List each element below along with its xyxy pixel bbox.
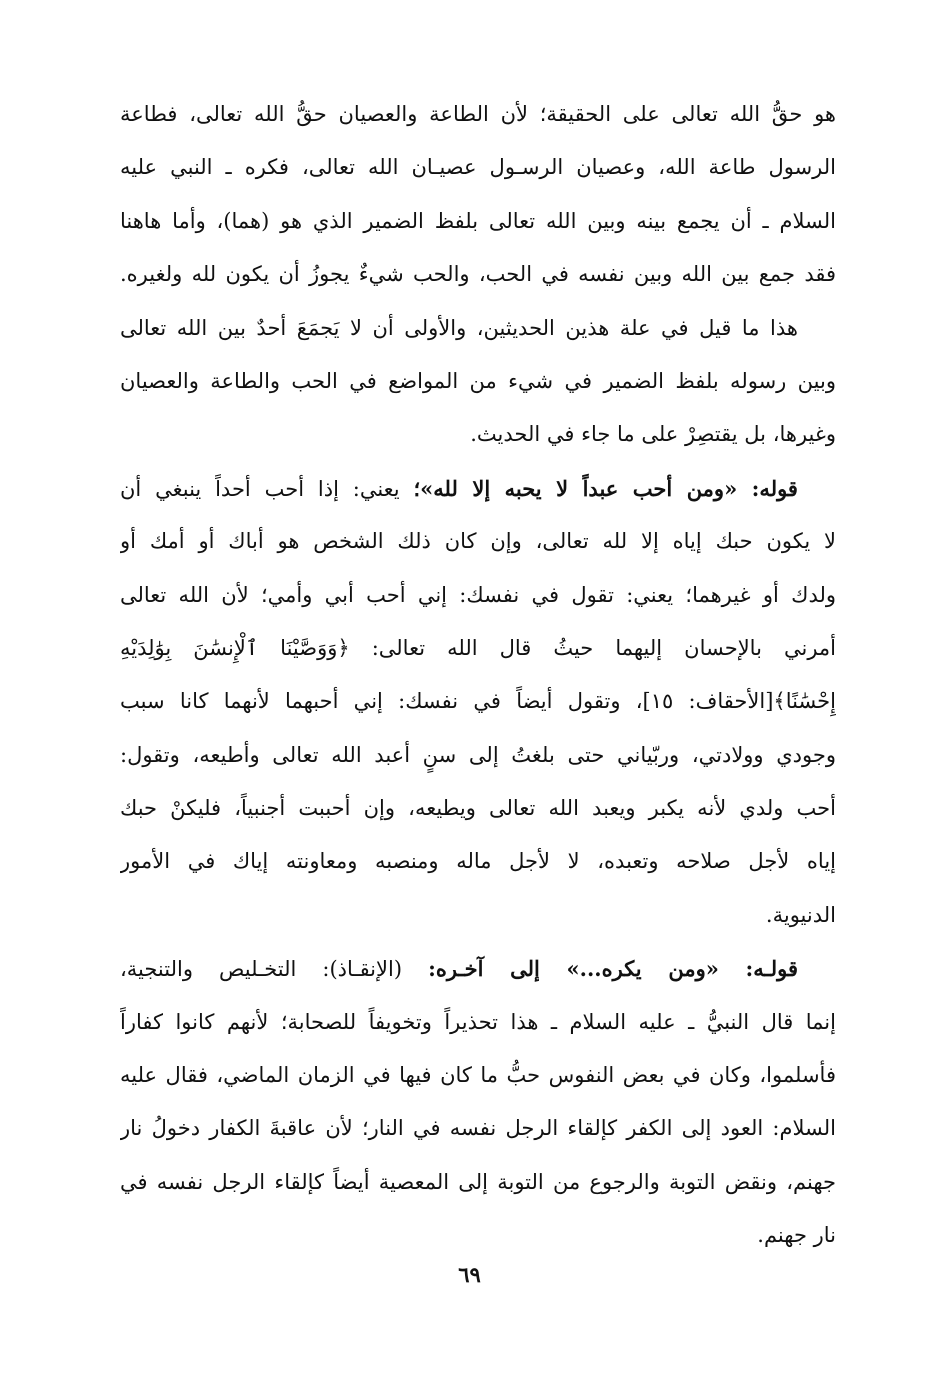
text-line: السلام ـ أن يجمع بينه وبين الله تعالى بلفظ الضمير الذي هو (هما)، وأما هاهنا bbox=[120, 208, 836, 233]
text-line: إِحْسَٰنًا﴾[الأحقاف: ١٥]، وتقول أيضاً في نفسك: إني أحبهما لأنهما كانا سبب bbox=[120, 689, 836, 714]
text-line: جهنم، ونقض التوبة والرجوع من التوبة إلى المعصية أيضاً كإلقاء الرجل نفسه في bbox=[120, 1169, 836, 1194]
text-line: وجودي وولادتي، وربّياني حتى بلغتُ إلى سنٍ أعبد الله تعالى وأطيعه، وتقول: bbox=[120, 742, 836, 767]
paragraph-4 bbox=[120, 942, 836, 1262]
text-line bbox=[120, 942, 836, 995]
text-line: الدنيوية. bbox=[765, 902, 836, 927]
text-fragment: يعني: إذا أحب أحداً ينبغي أن bbox=[120, 476, 400, 501]
text-line: هذا ما قيل في علة هذين الحديثين، والأولى أن لا يَجمَعَ أحدٌ بين الله تعالى bbox=[120, 315, 798, 340]
text-line: فقد جمع بين الله وبين نفسه في الحب، والحب شيءٌ يجوزُ أن يكون لله ولغيره. bbox=[120, 262, 836, 287]
paragraph-3 bbox=[120, 462, 836, 943]
text-line: وغيرها، بل يقتصِرْ على ما جاء في الحديث. bbox=[470, 422, 836, 447]
paragraph-1 bbox=[120, 88, 836, 302]
text-line: وبين رسوله بلفظ الضمير في شيء من المواضع في الحب والطاعة والعصيان bbox=[120, 368, 836, 393]
text-line bbox=[120, 462, 836, 515]
paragraph-lead: قولـه: «ومن يكره...» إلى آخـره: bbox=[428, 956, 798, 982]
text-line: ولدك أو غيرهما؛ يعني: تقول في نفسك: إني أحب أبي وأمي؛ لأن الله تعالى bbox=[120, 582, 836, 607]
text-line: أحب ولدي لأنه يكبر ويعبد الله تعالى ويطيعه، وإن أحببت أجنبياً، فليكنْ حبك bbox=[120, 796, 836, 821]
text-fragment: (الإنقـاذ): التخـليص والتنجية، bbox=[120, 957, 403, 982]
text-line: فأسلموا، وكان في بعض النفوس حبُّ ما كان فيها في الزمان الماضي، فقال عليه bbox=[120, 1063, 836, 1088]
page-number: ٦٩ bbox=[458, 1262, 481, 1287]
text-line: أمرني بالإحسان إليهما حيثُ قال الله تعالى: ﴿وَوَصَّيْنَا ٱلْإِنسَٰنَ بِوَٰلِدَيْهِ bbox=[120, 635, 836, 660]
paragraph-lead: قوله: «ومن أحب عبداً لا يحبه إلا لله»؛ bbox=[413, 475, 798, 501]
text-line: إياه لأجل صلاحه وتعبده، لا لأجل ماله ومنصبه ومعاونته إياك في الأمور bbox=[120, 849, 836, 874]
text-line: لا يكون حبك إياه إلا لله تعالى، وإن كان ذلك الشخص هو أباك أو أمك أو bbox=[120, 529, 836, 554]
text-line: الرسول طاعة الله، وعصيان الرسـول عصيـان الله تعالى، فكره ـ النبي عليه bbox=[120, 155, 836, 180]
text-line: نار جهنم. bbox=[757, 1223, 836, 1248]
paragraph-2 bbox=[120, 302, 836, 462]
text-line: إنما قال النبيُّ ـ عليه السلام ـ هذا تحذيراً وتخويفاً للصحابة؛ لأنهم كانوا كفاراً bbox=[120, 1009, 836, 1034]
text-line: السلام: العود إلى الكفر كإلقاء الرجل نفسه في النار؛ لأن عاقبةَ الكفار دخولُ نار bbox=[120, 1116, 836, 1141]
page-body bbox=[120, 88, 836, 1263]
text-line: هو حقُّ الله تعالى على الحقيقة؛ لأن الطاعة والعصيان حقُّ الله تعالى، فطاعة bbox=[120, 102, 836, 126]
